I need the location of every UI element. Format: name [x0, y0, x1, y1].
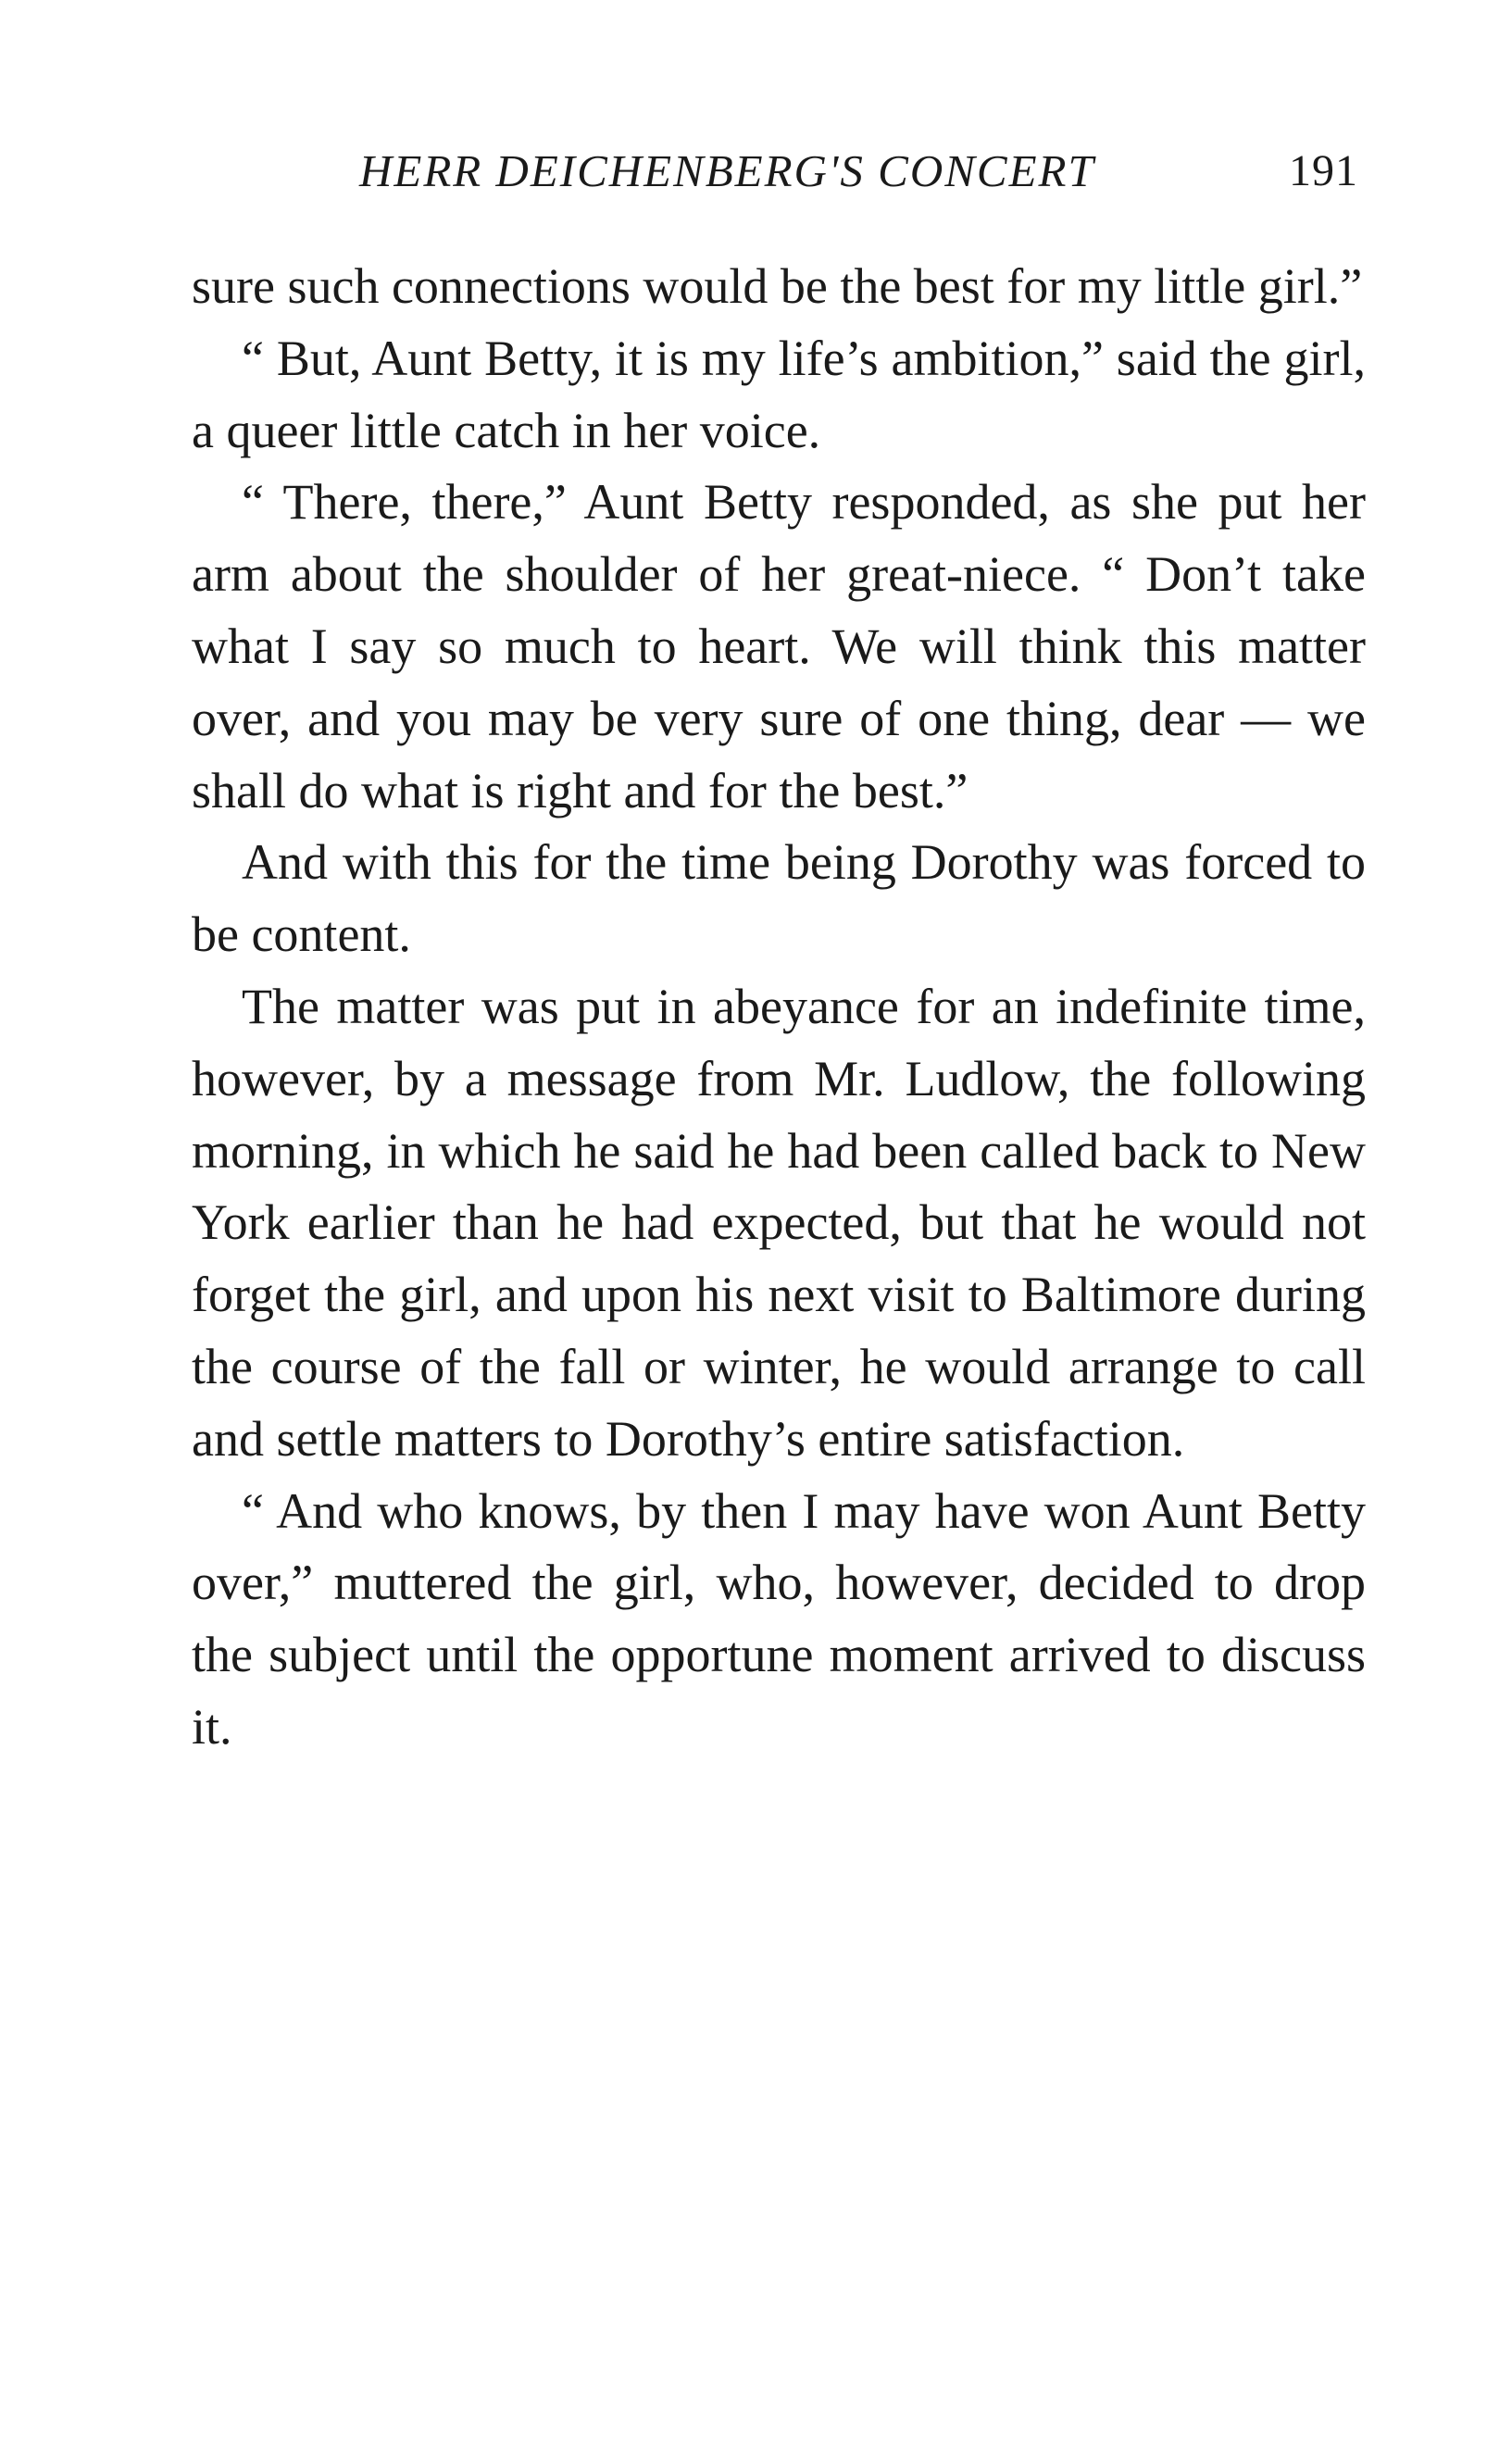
paragraph: sure such connections would be the best for my little girl.”	[192, 258, 1363, 314]
paragraph: “ There, there,” Aunt Betty responded, as she put her arm about the shoulder of her great-niece. “ Don’t take what I say so much to heart. We will think this matter over, and you may be very sure of one thing, dear — we shall do what is right and for the best.”	[192, 474, 1366, 818]
running-title: HERR DEICHENBERG'S CONCERT	[359, 145, 1095, 196]
paragraph: The matter was put in abeyance for an indefinite time, however, by a message from Mr. Ludlow, the following morning, in which he said he had been called back to New York earlier than he had expected, but that he would not forget the girl, and upon his next visit to Baltimore during the course of the fall or winter, he would arrange to call and settle matters to Dorothy’s entire satisfaction.	[192, 978, 1366, 1467]
paragraph: “ And who knows, by then I may have won Aunt Betty over,” muttered the girl, who, however, decided to drop the subject until the opportune moment arrived to discuss it.	[192, 1482, 1366, 1755]
page-number: 191	[1289, 146, 1358, 195]
paragraph: “ But, Aunt Betty, it is my life’s ambition,” said the girl, a queer little catch in her voice.	[192, 330, 1366, 458]
body-text	[192, 251, 1366, 1764]
running-head	[0, 139, 1512, 204]
paragraph: And with this for the time being Dorothy was forced to be content.	[192, 834, 1366, 963]
